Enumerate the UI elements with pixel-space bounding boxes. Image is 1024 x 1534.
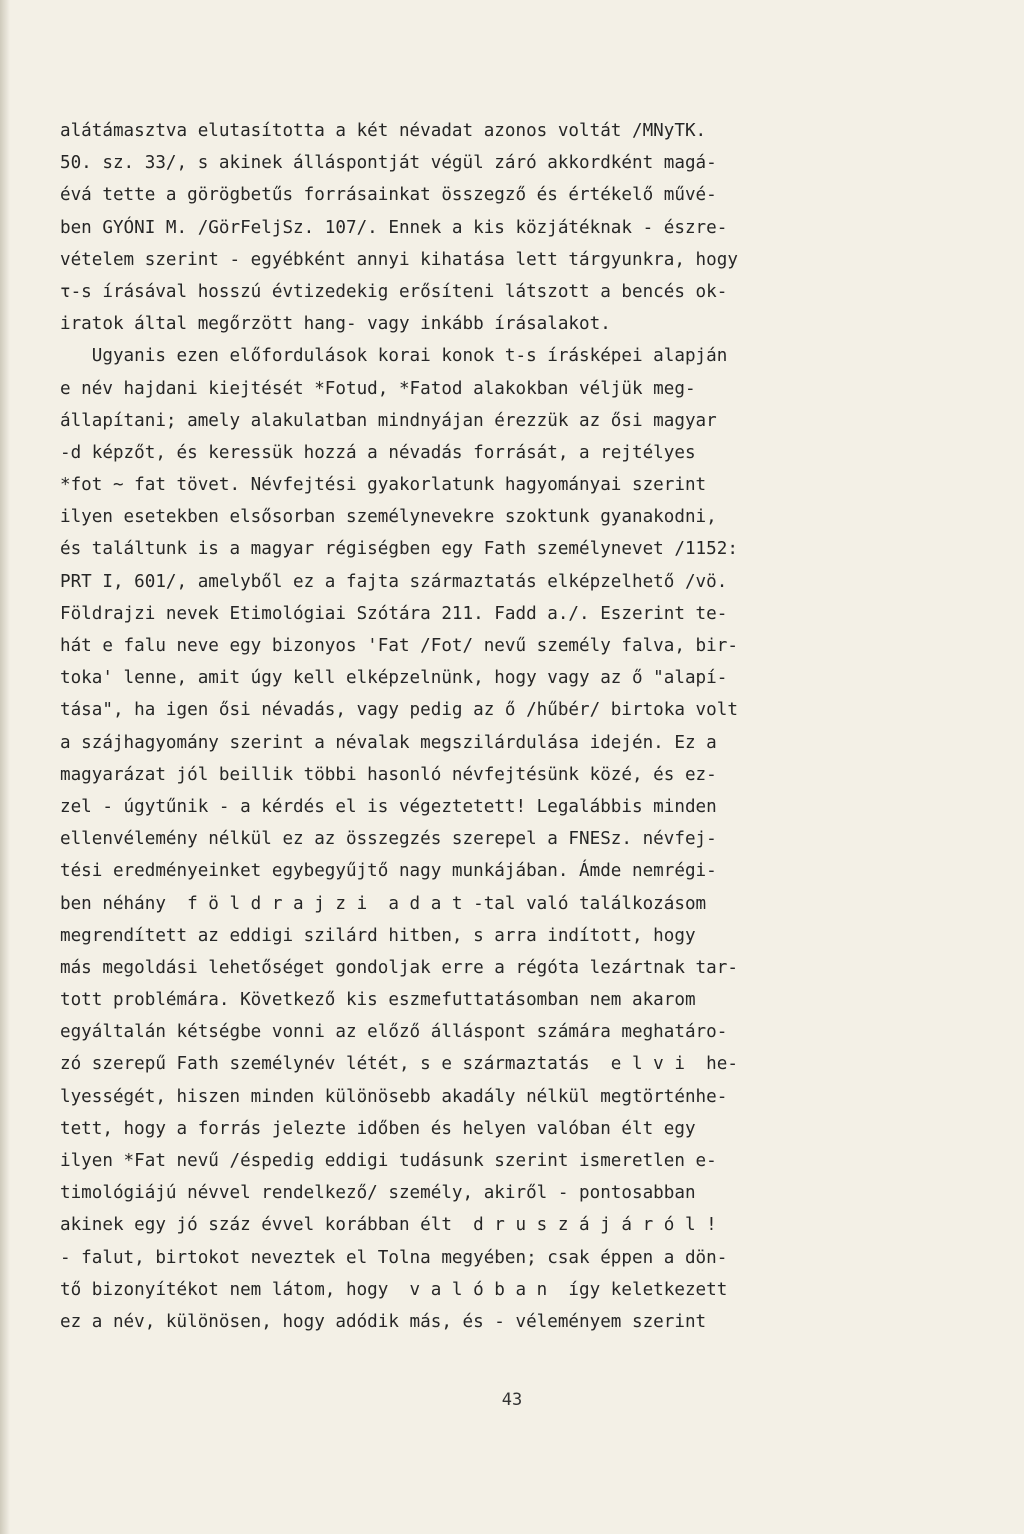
text-line: magyarázat jól beillik többi hasonló névfejtésünk közé, és ez- bbox=[60, 764, 717, 785]
text-line: 50. sz. 33/, s akinek álláspontját végül záró akkordként magá- bbox=[60, 153, 717, 174]
text-line: -d képzőt, és keressük hozzá a névadás forrását, a rejtélyes bbox=[60, 442, 696, 463]
text-line: toka' lenne, amit úgy kell elképzelnünk, hogy vagy az ő "alapí- bbox=[60, 668, 728, 689]
text-line: megrendített az eddigi szilárd hitben, s arra indított, hogy bbox=[60, 925, 696, 946]
text-line: zel - úgytűnik - a kérdés el is végeztetett! Legalábbis minden bbox=[60, 796, 717, 817]
page-edge-shadow bbox=[0, 0, 10, 1534]
text-line: állapítani; amely alakulatban mindnyájan érezzük az ősi magyar bbox=[60, 410, 717, 431]
text-line: ellenvélemény nélkül ez az összegzés szerepel a FNESz. névfej- bbox=[60, 829, 717, 850]
text-line: tési eredményeinket egybegyűjtő nagy munkájában. Ámde nemrégi- bbox=[60, 861, 717, 882]
text-line: Földrajzi nevek Etimológiai Szótára 211. Fadd a./. Eszerint te- bbox=[60, 603, 728, 624]
text-line: vételem szerint - egyébként annyi kihatása lett tárgyunkra, hogy bbox=[60, 249, 738, 270]
text-line: hát e falu neve egy bizonyos 'Fat /Fot/ nevű személy falva, bir- bbox=[60, 636, 738, 656]
text-line: ben GYÓNI M. /GörFeljSz. 107/. Ennek a kis közjátéknak - észre- bbox=[60, 217, 728, 238]
text-line: e név hajdani kiejtését *Fotud, *Fatod alakokban véljük meg- bbox=[60, 378, 696, 399]
text-line: más megoldási lehetőséget gondoljak erre a régóta lezártnak tar- bbox=[60, 957, 738, 978]
text-line: tő bizonyítékot nem látom, hogy v a l ó b a n így keletkezett bbox=[60, 1279, 728, 1300]
text-line: egyáltalán kétségbe vonni az előző álláspont számára meghatáro- bbox=[60, 1022, 728, 1043]
text-line: zó szerepű Fath személynév létét, s e származtatás e l v i he- bbox=[60, 1054, 738, 1075]
text-line: tása", ha igen ősi névadás, vagy pedig az ő /hűbér/ birtoka volt bbox=[60, 700, 738, 721]
text-line: lyességét, hiszen minden különösebb akadály nélkül megtörténhe- bbox=[60, 1086, 728, 1107]
text-line: ez a név, különösen, hogy adódik más, és - véleményem szerint bbox=[60, 1311, 707, 1332]
text-line: tott problémára. Következő kis eszmefuttatásomban nem akarom bbox=[60, 990, 696, 1011]
text-line: timológiájú névvel rendelkező/ személy, akiről - pontosabban bbox=[60, 1183, 696, 1204]
text-line: ilyen *Fat nevű /éspedig eddigi tudásunk szerint ismeretlen e- bbox=[60, 1151, 717, 1171]
text-line: ben néhány f ö l d r a j z i a d a t -tal való találkozásom bbox=[60, 893, 707, 914]
text-line: akinek egy jó száz évvel korábban élt d r u s z á j á r ó l ! bbox=[60, 1215, 717, 1236]
text-line: τ-s írásával hosszú évtizedekig erősíteni látszott a bencés ok- bbox=[60, 281, 728, 302]
text-line: - falut, birtokot neveztek el Tolna megyében; csak éppen a dön- bbox=[60, 1247, 728, 1268]
text-line: *fot ~ fat tövet. Névfejtési gyakorlatunk hagyományai szerint bbox=[60, 475, 707, 496]
text-line: ilyen esetekben elsősorban személynevekre szoktunk gyanakodni, bbox=[60, 507, 717, 528]
text-line: Ugyanis ezen előfordulások korai konok t-s írásképei alapján bbox=[60, 346, 728, 367]
text-line: iratok által megőrzött hang- vagy inkább írásalakot. bbox=[60, 314, 611, 335]
text-line: alátámasztva elutasította a két névadat azonos voltát /MNyTK. bbox=[60, 121, 707, 141]
text-line: tett, hogy a forrás jelezte időben és helyen valóban élt egy bbox=[60, 1118, 696, 1139]
text-line: a szájhagyomány szerint a névalak megszilárdulása idején. Ez a bbox=[60, 732, 717, 753]
text-line: PRT I, 601/, amelyből ez a fajta származtatás elképzelhető /vö. bbox=[60, 571, 728, 592]
page-number: 43 bbox=[501, 1390, 523, 1410]
text-line: évá tette a görögbetűs forrásainkat összegző és értékelő művé- bbox=[60, 185, 717, 206]
text-line: és találtunk is a magyar régiségben egy Fath személynevet /1152: bbox=[60, 539, 738, 560]
body-text bbox=[60, 115, 940, 1338]
